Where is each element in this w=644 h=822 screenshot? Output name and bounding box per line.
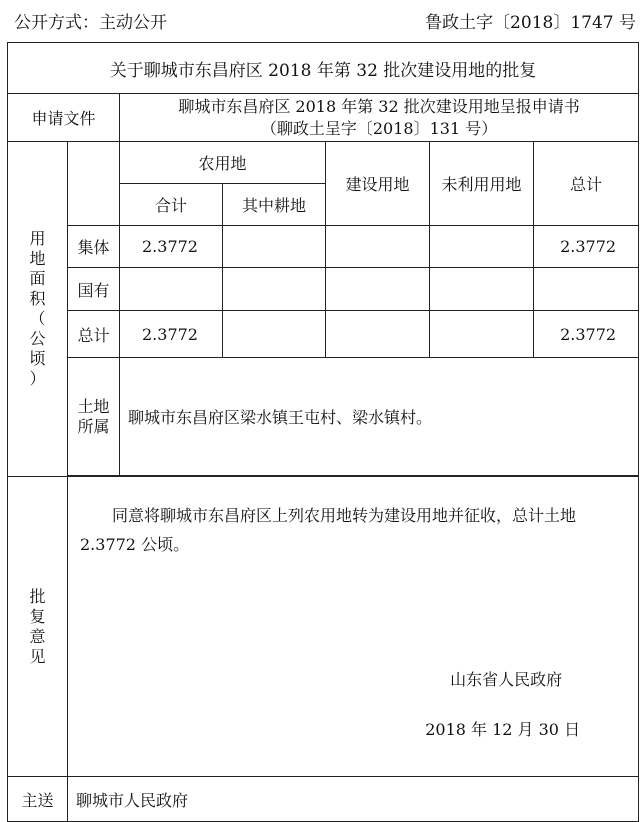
document-title: 关于聊城市东昌府区 2018 年第 32 批次建设用地的批复 — [8, 43, 639, 94]
header-cultivated: 其中耕地 — [223, 184, 326, 226]
issuer: 山东省人民政府 — [450, 670, 563, 689]
area-label-char: （ — [29, 309, 46, 328]
cell-subtotal: 2.3772 — [120, 226, 223, 268]
approval-table — [7, 42, 639, 822]
row-label: 总计 — [68, 311, 120, 358]
ownership-label-line: 所属 — [77, 416, 110, 436]
opinion-label-char: 批 — [29, 586, 46, 606]
area-label-char: 用 — [29, 229, 46, 248]
ownership-value: 聊城市东昌府区梁水镇王屯村、梁水镇村。 — [120, 358, 639, 476]
document-number: 鲁政土字〔2018〕1747 号 — [425, 13, 636, 33]
cell-construction — [326, 311, 430, 358]
table-row — [8, 311, 639, 358]
row-label-blank — [68, 142, 120, 226]
table-row — [8, 268, 639, 311]
header-construction: 建设用地 — [326, 142, 430, 226]
area-label-char: 积 — [29, 289, 46, 308]
disclosure-label: 公开方式：主动公开 — [14, 13, 167, 33]
header-unused: 未利用用地 — [430, 142, 534, 226]
opinion-label-char: 复 — [29, 606, 46, 626]
cell-construction — [326, 268, 430, 311]
header-subtotal: 合计 — [120, 184, 223, 226]
cell-unused — [430, 268, 534, 311]
area-label-char: 地 — [29, 249, 46, 268]
issue-date: 2018 年 12 月 30 日 — [425, 720, 581, 739]
cell-unused — [430, 311, 534, 358]
application-document — [120, 94, 639, 142]
table-row — [8, 226, 639, 268]
cell-cultivated — [223, 268, 326, 311]
opinion-text: 同意将聊城市东昌府区上列农用地转为建设用地并征收，总计土地 2.3772 公顷。 — [80, 506, 577, 554]
cell-unused — [430, 226, 534, 268]
area-label-char: 面 — [29, 269, 46, 288]
area-section-label — [8, 142, 68, 477]
ownership-label-line: 土地 — [77, 396, 110, 416]
opinion-label-char: 意 — [29, 626, 46, 646]
cell-subtotal: 2.3772 — [120, 311, 223, 358]
header-farmland: 农用地 — [120, 142, 326, 184]
area-label-char: ） — [29, 369, 46, 388]
cell-cultivated — [223, 226, 326, 268]
application-line-1: 聊城市东昌府区 2018 年第 32 批次建设用地呈报申请书 — [178, 96, 580, 116]
cc-value: 聊城市人民政府 — [68, 777, 639, 822]
opinion-label-char: 见 — [29, 646, 46, 666]
cell-total — [534, 268, 639, 311]
cc-label: 主送 — [8, 777, 68, 822]
application-label: 申请文件 — [8, 94, 120, 142]
opinion-body — [68, 477, 639, 777]
area-label-char: 顷 — [29, 349, 46, 368]
opinion-label — [8, 477, 68, 777]
cell-cultivated — [223, 311, 326, 358]
cell-total: 2.3772 — [534, 311, 639, 358]
cell-subtotal — [120, 268, 223, 311]
application-line-2: （聊政土呈字〔2018〕131 号） — [260, 118, 498, 138]
row-label: 国有 — [68, 268, 120, 311]
row-label: 集体 — [68, 226, 120, 268]
ownership-label — [68, 358, 120, 476]
area-label-char: 公 — [29, 329, 46, 348]
cell-construction — [326, 226, 430, 268]
cell-total: 2.3772 — [534, 226, 639, 268]
header-total: 总计 — [534, 142, 639, 226]
